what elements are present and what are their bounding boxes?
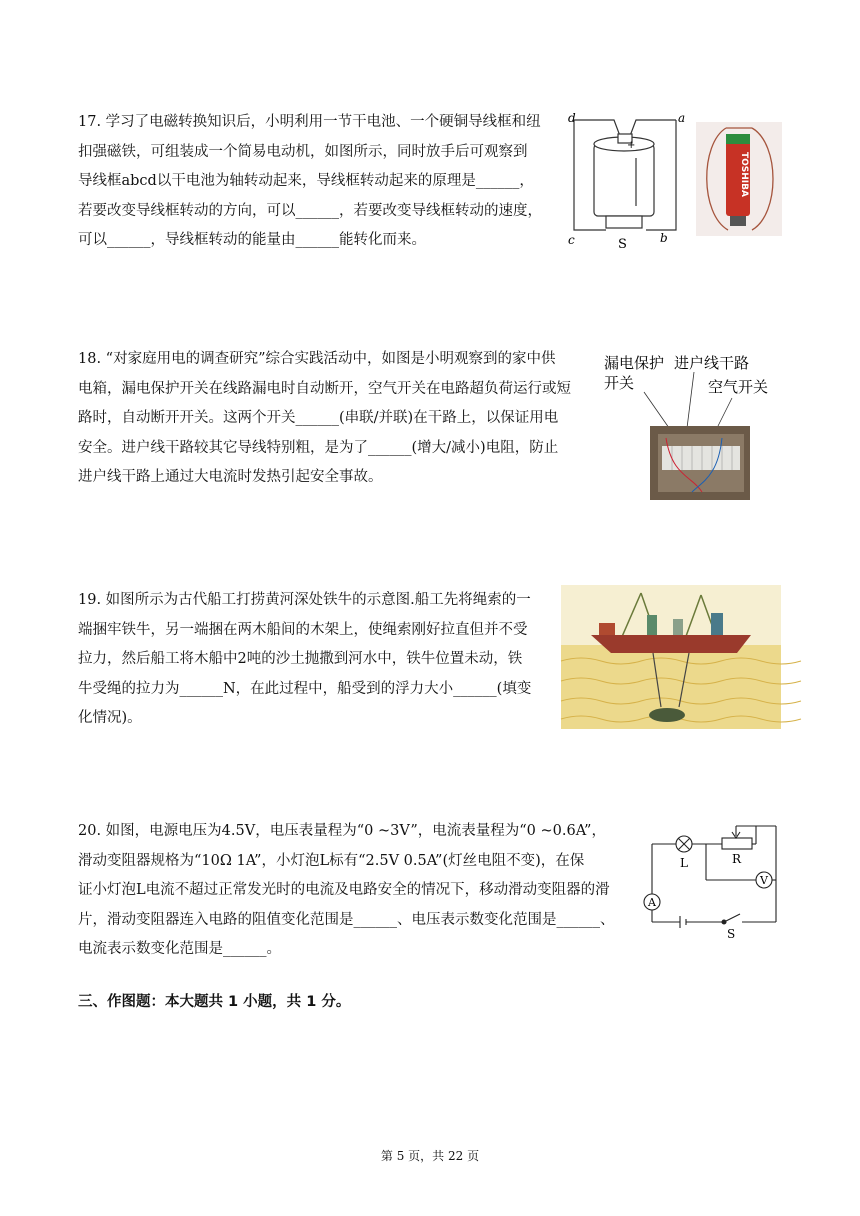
label-s: S: [618, 237, 627, 252]
q20-line-4: 片，滑动变阻器连入电路的阻值变化范围是______、电压表示数变化范围是______、: [78, 911, 615, 928]
fuse-box-photo: [602, 346, 782, 504]
q19-line-3: 拉力，然后船工将木船中2吨的沙土抛撒到河水中，铁牛位置未动，铁: [78, 651, 523, 667]
q17-line-3: 导线框abcd以干电池为轴转动起来，导线框转动起来的原理是______，: [78, 173, 534, 189]
label-air-switch: 空气开关: [708, 378, 769, 396]
q17-line-1: 17. 学习了电磁转换知识后，小明利用一节干电池、一个硬铜导线框和纽: [78, 114, 541, 130]
q20-line-2: 滑动变阻器规格为“10Ω 1A”，小灯泡L标有“2.5V 0.5A”(灯丝电阻不变)，在保: [78, 852, 585, 869]
q20-line-3: 证小灯泡L电流不超过正常发光时的电流及电路安全的情况下，移动滑动变阻器的滑: [78, 882, 610, 898]
label-lamp: L: [680, 856, 688, 870]
battery-brand-text: TOSHIBA: [739, 152, 749, 197]
label-main-line: 进户线干路: [674, 354, 750, 372]
q18-line-2: 电箱，漏电保护开关在线路漏电时自动断开，空气开关在电路超负荷运行或短: [78, 380, 571, 397]
q18-line-5: 进户线干路上通过大电流时发热引起安全事故。: [78, 469, 383, 485]
label-voltmeter: V: [760, 874, 768, 887]
circuit-diagram: [636, 818, 782, 942]
q19-line-5: 化情况)。: [78, 710, 142, 726]
label-leakage-switch: 漏电保护: [604, 354, 665, 372]
page-footer: 第 5 页，共 22 页: [380, 1149, 480, 1163]
q20-line-5: 电流表示数变化范围是______。: [78, 941, 281, 957]
q17-line-4: 若要改变导线框转动的方向，可以______，若要改变导线框转动的速度，: [78, 202, 542, 219]
question-17: [78, 108, 542, 256]
label-a: a: [678, 111, 686, 125]
motor-diagram: [566, 110, 684, 250]
label-rheostat: R: [732, 852, 742, 866]
label-ammeter: A: [648, 896, 656, 909]
q19-line-2: 端捆牢铁牛，另一端捆在两木船间的木架上，使绳索刚好拉直但并不受: [78, 621, 528, 638]
question-19: [78, 586, 531, 734]
q19-line-1: 19. 如图所示为古代船工打捞黄河深处铁牛的示意图.船工先将绳索的一: [78, 592, 531, 608]
question-20: [78, 817, 615, 965]
q18-line-1: 18. “对家庭用电的调查研究”综合实践活动中，如图是小明观察到的家中供: [78, 351, 556, 367]
q18-line-4: 安全。进户线干路较其它导线特别粗，是为了______(增大/减小)电阻，防止: [78, 439, 559, 456]
boat-iron-ox-illustration: [561, 585, 781, 729]
q17-line-2: 扣强磁铁，可组装成一个简易电动机，如图所示，同时放手后可观察到: [78, 143, 528, 160]
label-b: b: [660, 231, 668, 245]
label-c: c: [568, 233, 575, 247]
label-d: d: [568, 111, 576, 125]
label-switch: S: [727, 927, 736, 941]
label-plus: +: [627, 140, 636, 151]
section-heading: 三、作图题：本大题共 1 小题，共 1 分。: [78, 994, 351, 1010]
q17-line-5: 可以______，导线框转动的能量由______能转化而来。: [78, 232, 426, 248]
q19-line-4: 牛受绳的拉力为______N，在此过程中，船受到的浮力大小______(填变: [78, 680, 532, 697]
question-18: [78, 345, 571, 493]
label-leakage-switch-2: 开关: [604, 374, 635, 392]
q20-line-1: 20. 如图，电源电压为4.5V，电压表量程为“0 ~3V”，电流表量程为“0 ~0.6A”，: [78, 823, 606, 839]
q18-line-3: 路时，自动断开开关。这两个开关______(串联/并联)在干路上，以保证用电: [78, 410, 559, 426]
battery-photo: [696, 122, 782, 236]
